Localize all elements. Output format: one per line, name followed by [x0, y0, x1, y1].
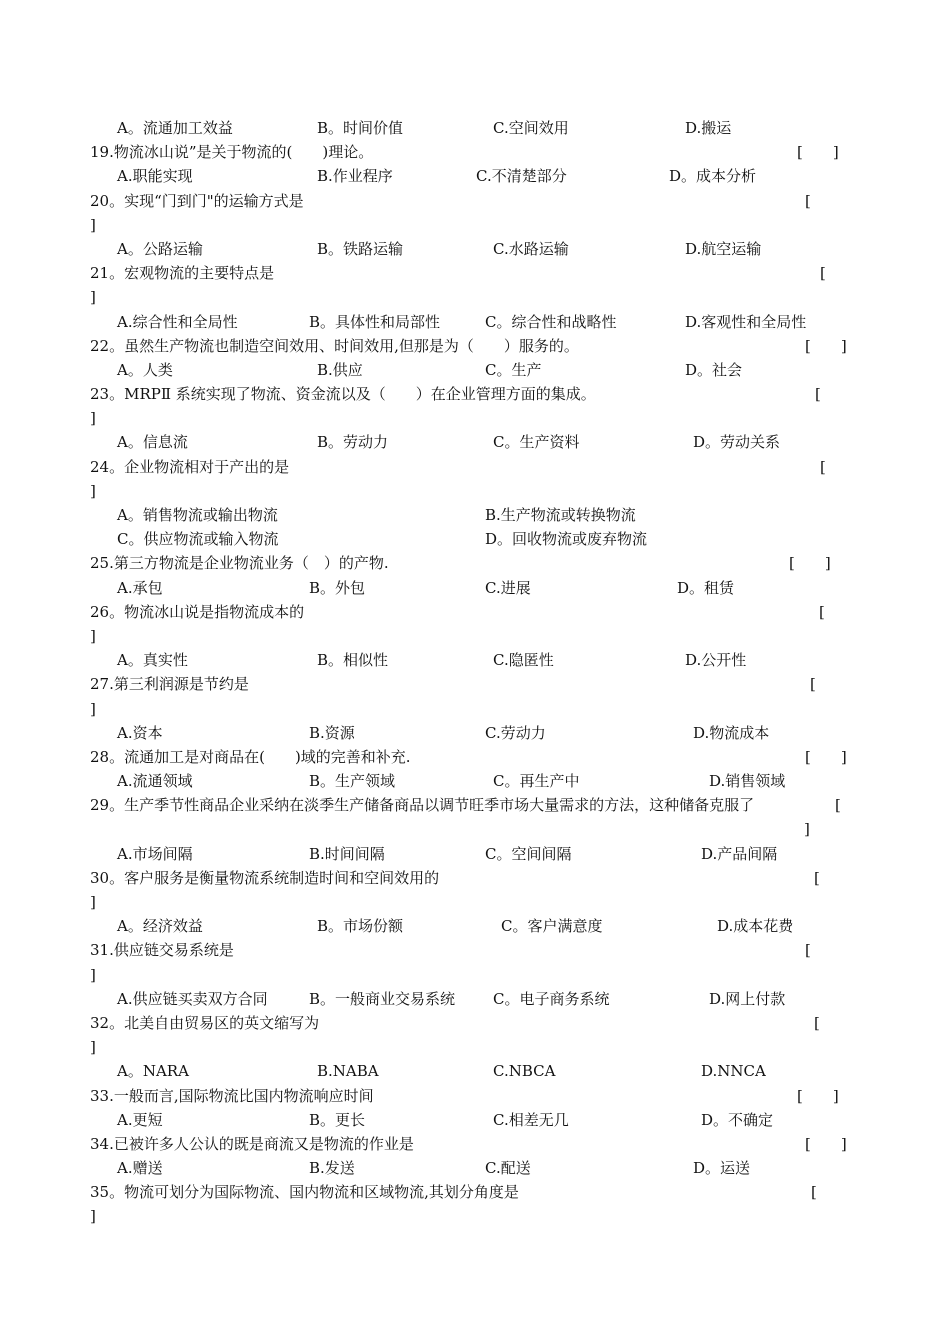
question-text: 19.物流冰山说”是关于物流的( )理论。 [90, 143, 374, 162]
answer-option: A。公路运输 [117, 239, 203, 258]
exam-line [0, 116, 950, 140]
exam-line [0, 382, 950, 406]
answer-bracket-close: ] [90, 893, 96, 911]
exam-line [0, 406, 950, 430]
answer-option: C。电子商务系统 [493, 989, 610, 1008]
exam-line [0, 358, 950, 382]
answer-option: D.销售领域 [709, 772, 786, 791]
answer-option: A。NARA [117, 1062, 189, 1081]
answer-option: D.成本花费 [717, 917, 794, 936]
answer-bracket: [ [815, 385, 821, 404]
answer-option: B。生产领域 [309, 772, 396, 791]
answer-option: D.航空运输 [685, 239, 762, 258]
answer-bracket: [ ] [805, 747, 847, 766]
question-text: 21。宏观物流的主要特点是 [90, 264, 275, 283]
answer-bracket: [ [820, 264, 826, 283]
exam-line [0, 261, 950, 285]
question-text: 26。物流冰山说是指物流成本的 [90, 602, 305, 621]
answer-option: B。时间价值 [317, 119, 404, 137]
question-text: 24。企业物流相对于产出的是 [90, 457, 290, 476]
exam-line [0, 430, 950, 454]
question-text: 31.供应链交易系统是 [90, 941, 234, 960]
exam-line [0, 938, 950, 962]
answer-option: B。铁路运输 [317, 239, 404, 258]
exam-line [0, 963, 950, 987]
exam-line [0, 1132, 950, 1156]
answer-bracket: [ ] [797, 1086, 839, 1105]
answer-option: C.进展 [485, 578, 531, 597]
question-text: 33.一般而言,国际物流比国内物流响应时间 [90, 1086, 374, 1105]
answer-option: A.流通领域 [117, 772, 193, 791]
exam-line [0, 576, 950, 600]
answer-option: B。更长 [309, 1110, 366, 1129]
question-text: 23。MRPⅡ 系统实现了物流、资金流以及（ ）在企业管理方面的集成。 [90, 385, 596, 404]
answer-option: B。一般商业交易系统 [309, 989, 456, 1008]
exam-line [0, 527, 950, 551]
answer-option: B。相似性 [317, 651, 389, 670]
answer-bracket: [ ] [805, 336, 847, 355]
answer-option: D。不确定 [701, 1110, 774, 1129]
answer-option: B。市场份额 [317, 917, 404, 936]
answer-option: C.不清楚部分 [476, 167, 567, 186]
exam-line [0, 769, 950, 793]
answer-bracket: [ [814, 1013, 820, 1032]
answer-bracket-close: ] [90, 409, 96, 428]
answer-option: B.供应 [317, 360, 363, 379]
exam-line [0, 503, 950, 527]
exam-line [0, 1156, 950, 1180]
exam-line [0, 697, 950, 721]
exam-line [0, 285, 950, 309]
answer-bracket: [ ] [789, 554, 831, 573]
exam-line [0, 624, 950, 648]
answer-option: D。成本分析 [669, 167, 757, 186]
answer-option: B.作业程序 [317, 167, 393, 186]
exam-line [0, 817, 950, 841]
exam-line [0, 1084, 950, 1108]
exam-line [0, 189, 950, 213]
answer-bracket-close: ] [90, 1038, 96, 1057]
answer-option: A。人类 [117, 360, 173, 379]
answer-option: D。劳动关系 [693, 433, 781, 452]
answer-option: A.赠送 [117, 1159, 163, 1178]
answer-bracket: [ [805, 191, 811, 210]
answer-option: B。具体性和局部性 [309, 312, 441, 331]
answer-option: D.NNCA [701, 1062, 766, 1081]
answer-option: C.水路运输 [493, 239, 569, 258]
answer-option: A.职能实现 [117, 167, 193, 186]
question-text: 29。生产季节性商品企业采纳在淡季生产储备商品以调节旺季市场大量需求的方法，这种储备克服了 [90, 796, 755, 815]
exam-line [0, 842, 950, 866]
answer-option: A.资本 [117, 723, 163, 742]
answer-option: D.客观性和全局性 [685, 312, 807, 331]
answer-bracket: [ [835, 796, 841, 815]
answer-option: D。社会 [685, 360, 743, 379]
answer-option: A.承包 [117, 578, 163, 597]
exam-line [0, 237, 950, 261]
question-text: 34.已被许多人公认的既是商流又是物流的作业是 [90, 1134, 414, 1153]
answer-option: D.网上付款 [709, 989, 786, 1008]
exam-line [0, 1035, 950, 1059]
exam-line [0, 793, 950, 817]
answer-option: C.隐匿性 [493, 651, 554, 670]
answer-option: A.更短 [117, 1110, 163, 1129]
question-text: 32。北美自由贸易区的英文缩写为 [90, 1013, 320, 1032]
answer-option: B.时间间隔 [309, 844, 385, 863]
answer-bracket: [ ] [797, 143, 839, 162]
exam-line [0, 479, 950, 503]
answer-option: D。回收物流或废弃物流 [485, 530, 648, 549]
exam-line [0, 648, 950, 672]
exam-sheet [0, 116, 950, 1229]
answer-option: D。租赁 [677, 578, 735, 597]
answer-bracket: [ [814, 868, 820, 887]
answer-bracket: [ [819, 602, 825, 621]
answer-option: C.劳动力 [485, 723, 546, 742]
answer-option: C。空间间隔 [485, 844, 572, 863]
exam-line [0, 1011, 950, 1035]
exam-line [0, 890, 950, 914]
answer-option: A.综合性和全局性 [117, 312, 238, 331]
exam-line [0, 721, 950, 745]
exam-line [0, 310, 950, 334]
answer-option: A。销售物流或输出物流 [117, 506, 278, 524]
answer-bracket-close: ] [90, 626, 96, 645]
exam-line [0, 1204, 950, 1228]
answer-option: B.NABA [317, 1062, 379, 1081]
answer-option: B.发送 [309, 1159, 355, 1178]
answer-option: C。生产 [485, 360, 542, 379]
answer-option: D。运送 [693, 1159, 751, 1178]
answer-bracket: [ [810, 675, 816, 694]
question-text: 25.第三方物流是企业物流业务（ ）的产物. [90, 554, 389, 573]
question-text: 22。虽然生产物流也制造空间效用、时间效用,但那是为（ ）服务的。 [90, 336, 579, 355]
exam-line [0, 213, 950, 237]
exam-line [0, 987, 950, 1011]
exam-line [0, 672, 950, 696]
answer-option: C.配送 [485, 1159, 531, 1178]
question-text: 30。客户服务是衡量物流系统制造时间和空间效用的 [90, 868, 440, 887]
question-text: 20。实现“门到门"的运输方式是 [90, 191, 304, 210]
answer-option: A。信息流 [117, 433, 188, 452]
answer-option: C。生产资料 [493, 433, 580, 452]
exam-line [0, 334, 950, 358]
exam-line [0, 745, 950, 769]
answer-bracket-close: ] [90, 699, 96, 718]
answer-bracket-close: ] [90, 1207, 96, 1226]
answer-option: C。再生产中 [493, 772, 580, 791]
answer-bracket-close: ] [90, 965, 96, 984]
exam-line [0, 551, 950, 575]
answer-bracket-close: ] [90, 215, 96, 234]
exam-line [0, 1180, 950, 1204]
answer-option: A.供应链买卖双方合同 [117, 989, 268, 1008]
answer-option: B。外包 [309, 578, 366, 597]
answer-option: D.搬运 [685, 119, 732, 137]
exam-line [0, 1059, 950, 1083]
answer-option: C.空间效用 [493, 119, 569, 137]
answer-option: D.公开性 [685, 651, 747, 670]
exam-line [0, 1108, 950, 1132]
answer-option: B。劳动力 [317, 433, 389, 452]
answer-option: B.生产物流或转换物流 [485, 506, 636, 524]
answer-option: C。客户满意度 [501, 917, 603, 936]
exam-line [0, 455, 950, 479]
answer-bracket-close: ] [90, 481, 96, 500]
question-text: 35。物流可划分为国际物流、国内物流和区域物流,其划分角度是 [90, 1183, 519, 1202]
answer-option: A。流通加工效益 [117, 119, 233, 137]
question-text: 28。流通加工是对商品在( )域的完善和补充. [90, 747, 411, 766]
answer-bracket: [ [811, 1183, 817, 1202]
answer-bracket-close: ] [90, 288, 96, 307]
answer-option: B.资源 [309, 723, 355, 742]
exam-line [0, 164, 950, 188]
answer-bracket: [ [820, 457, 826, 476]
answer-option: D.物流成本 [693, 723, 770, 742]
exam-line [0, 914, 950, 938]
exam-line [0, 600, 950, 624]
exam-line [0, 866, 950, 890]
answer-option: C。综合性和战略性 [485, 312, 617, 331]
question-text: 27.第三利润源是节约是 [90, 675, 249, 694]
answer-option: A.市场间隔 [117, 844, 193, 863]
answer-bracket-close: ] [804, 820, 810, 839]
answer-option: A。真实性 [117, 651, 188, 670]
exam-line [0, 140, 950, 164]
answer-option: D.产品间隔 [701, 844, 778, 863]
answer-option: C.相差无几 [493, 1110, 569, 1129]
answer-option: A。经济效益 [117, 917, 203, 936]
answer-option: C。供应物流或输入物流 [117, 530, 279, 549]
answer-bracket: [ [805, 941, 811, 960]
answer-bracket: [ ] [805, 1134, 847, 1153]
answer-option: C.NBCA [493, 1062, 556, 1081]
